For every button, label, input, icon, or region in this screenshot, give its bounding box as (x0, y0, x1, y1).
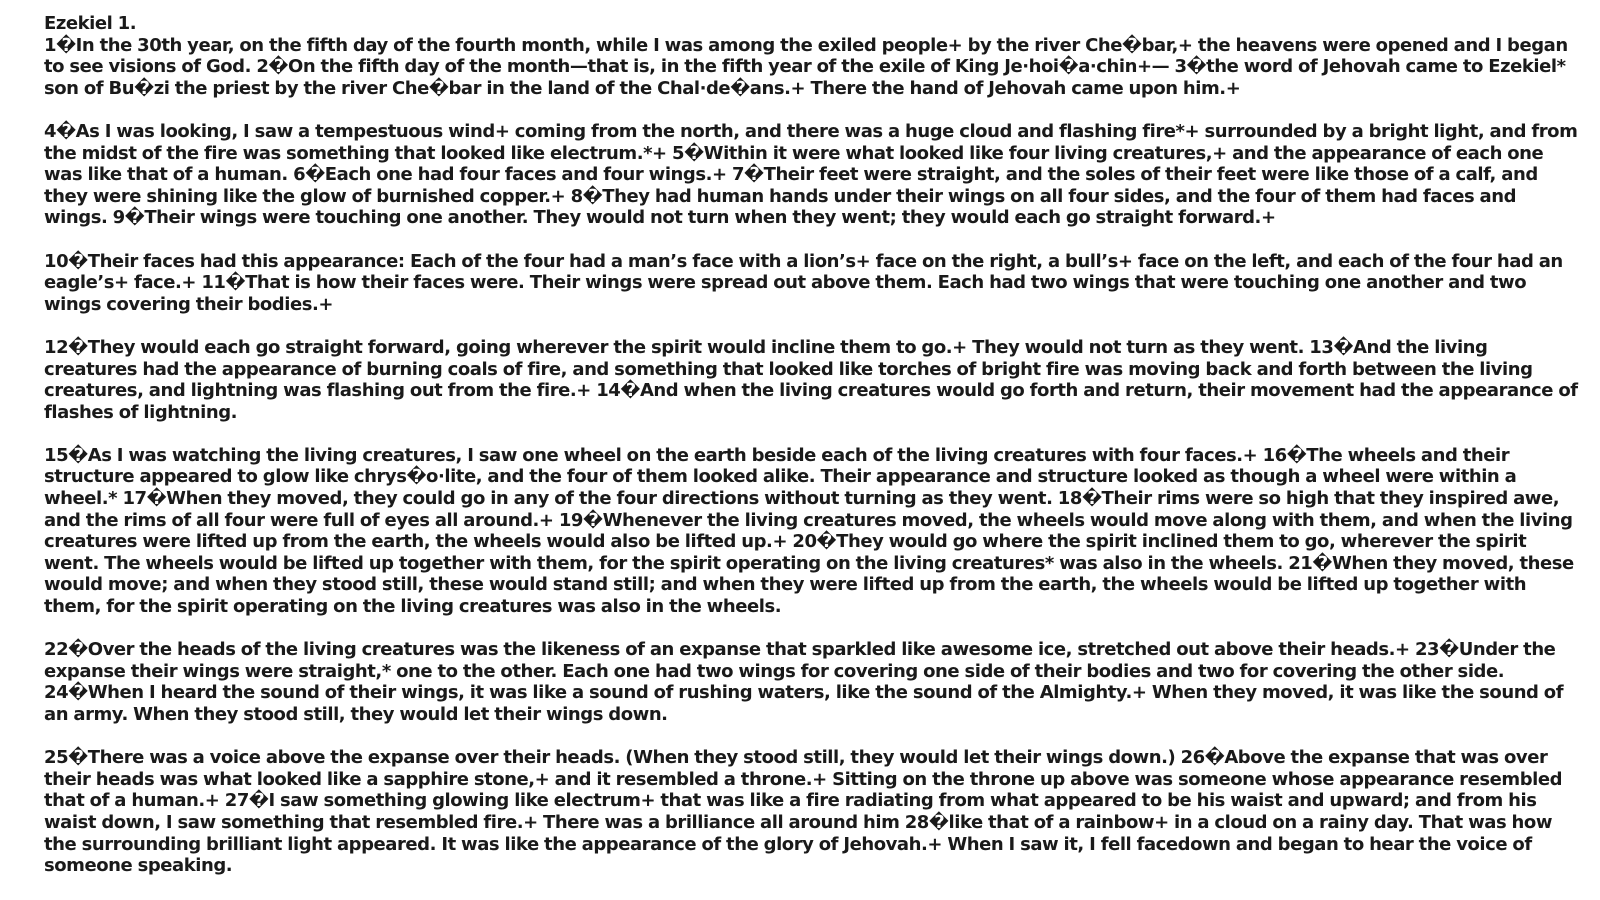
document-body (44, 13, 1579, 877)
paragraph-verses-25-28: 25�There was a voice above the expanse over their heads. (When they stood still, they would let their wings down.) 26�Above the expanse that was over their heads was what looked like a sapphire stone,+ and it resembled a throne.+ Sitting on the throne up above was someone whose appearance resembled that of a human.+ 27�I saw something glowing like electrum+ that was like a fire radiating from what appeared to be his waist and upward; and from his waist down, I saw something that resembled fire.+ There was a brilliance all around him 28�like that of a rainbow+ in a cloud on a rainy day. That was how the surrounding brilliant light appeared. It was like the appearance of the glory of Jehovah.+ When I saw it, I fell facedown and began to hear the voice of someone speaking. (44, 747, 1563, 877)
paragraph-verses-4-9: 4�As I was looking, I saw a tempestuous wind+ coming from the north, and there was a huge cloud and flashing fire*+ surrounded by a bright light, and from the midst of the fire was something that looked like electrum.*+ 5�Within it were what looked like four living creatures,+ and the appearance of each one was like that of a human. 6�Each one had four faces and four wings.+ 7�Their feet were straight, and the soles of their feet were like those of a calf, and they were shining like the glow of burnished copper.+ 8�They had human hands under their wings on all four sides, and the four of them had faces and wings. 9�Their wings were touching one another. They would not turn when they went; they would each go straight forward.+ (44, 120, 1578, 229)
paragraph-verses-22-24: 22�Over the heads of the living creatures was the likeness of an expanse that sparkled like awesome ice, stretched out above their heads.+ 23�Under the expanse their wings were straight,* one to the other. Each one had two wings for covering one side of their bodies and two for covering the other side. 24�When I heard the sound of their wings, it was like a sound of rushing waters, like the sound of the Almighty.+ When they moved, it was like the sound of an army. When they stood still, they would let their wings down. (44, 639, 1564, 725)
paragraph-verses-12-14: 12�They would each go straight forward, going wherever the spirit would incline them to go.+ They would not turn as they went. 13�And the living creatures had the appearance of burning coals of fire, and something that looked like torches of bright fire was moving back and forth between the living creatures, and lightning was flashing out from the fire.+ 14�And when the living creatures would go forth and return, their movement had the appearance of flashes of lightning. (44, 336, 1578, 423)
document-title: Ezekiel 1. (44, 13, 137, 34)
paragraph-verses-10-11: 10�Their faces had this appearance: Each of the four had a man’s face with a lion’s+ face on the right, a bull’s+ face on the left, and each of the four had an eagle’s+ face.+ 11�That is how their faces were. Their wings were spread out above them. Each had two wings that were touching one another and two wings covering their bodies.+ (44, 250, 1563, 315)
paragraph-verses-15-21: 15�As I was watching the living creatures, I saw one wheel on the earth beside each of the living creatures with four faces.+ 16�The wheels and their structure appeared to glow like chrys�o·lite, and the four of them looked alike. Their appearance and structure looked as though a wheel were within a wheel.* 17�When they moved, they could go in any of the four directions without turning as they went. 18�Their rims were so high that they inspired awe, and the rims of all four were full of eyes all around.+ 19�Whenever the living creatures moved, the wheels would move along with them, and when the living creatures were lifted up from the earth, the wheels would also be lifted up.+ 20�They would go where the spirit inclined them to go, wherever the spirit went. The wheels would be lifted up together with them, for the spirit operating on the living creatures* was also in the wheels. 21�When they moved, these would move; and when they stood still, these would stand still; and when they were lifted up from the earth, the wheels would be lifted up together with them, for the spirit operating on the living creatures was also in the wheels. (44, 444, 1574, 618)
paragraph-verses-1-3: 1�In the 30th year, on the fifth day of the fourth month, while I was among the exiled people+ by the river Che�bar,+ the heavens were opened and I began to see visions of God. 2�On the fifth day of the month—that is, in the fifth year of the exile of King Je·hoi�a·chin+— 3�the word of Jehovah came to Ezekiel* son of Bu�zi the priest by the river Che�bar in the land of the Chal·de�ans.+ There the hand of Jehovah came upon him.+ (44, 34, 1568, 99)
